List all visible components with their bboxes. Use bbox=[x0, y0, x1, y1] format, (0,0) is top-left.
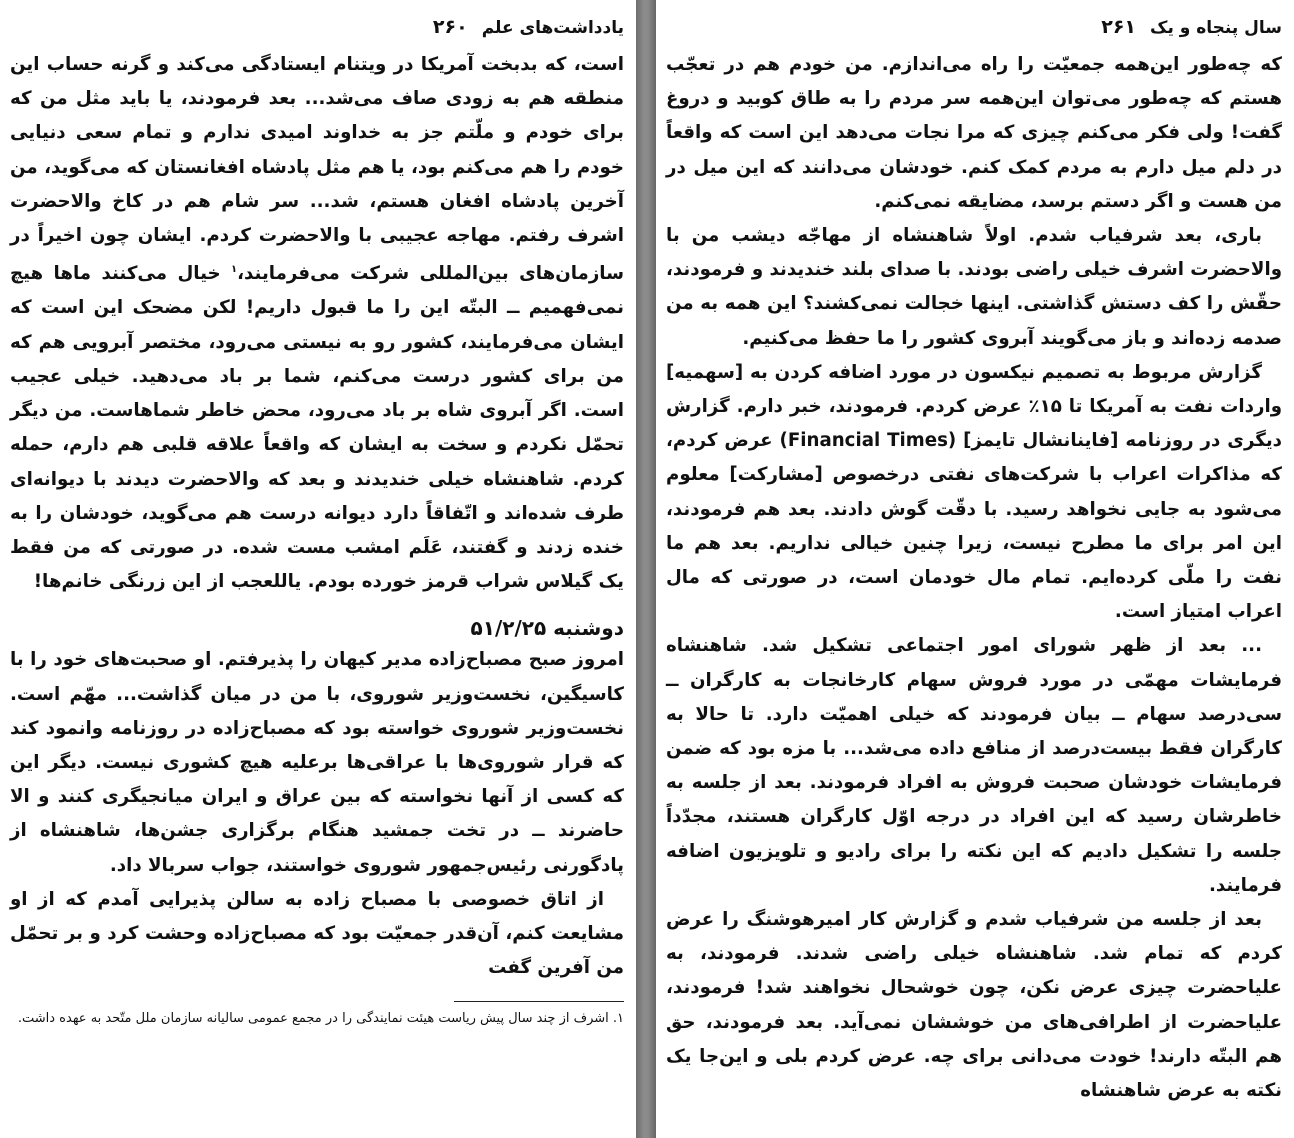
right-paragraph-4: ... بعد از ظهر شورای امور اجتماعی تشکیل شد. شاهنشاه فرمایشات مهمّی در مورد فروش سهام کارخانجات به کارگران ــ سی‌درصد سهام ــ بیان فرمودند که خیلی اهمیّت دارد. تا حالا به کارگران فقط بیست‌درصد از منافع داده می‌شد... با مزه بود که ضمن فرمایشات خودشان صحبت فروش به افراد فرمودند. بعد از جلسه به خاطرشان رسید که این افراد در درجه اوّل کارگران هستند، مجدّداً جلسه را تشکیل دادیم که این نکته را برای رادیو و تلویزیون اضافه فرمایند. bbox=[666, 635, 1282, 896]
footnote: ۱. اشرف از چند سال پیش ریاست هیئت نمایندگی را در مجمع عمومی سالیانه سازمان ملل متّحد به عهده داشت. bbox=[17, 1011, 624, 1027]
left-page-number: ۲۶۰ bbox=[432, 16, 468, 38]
right-page-running-title: سال پنجاه و یک bbox=[1150, 18, 1282, 38]
left-page-running-title: یادداشت‌های علم bbox=[481, 18, 624, 38]
right-paragraph-2: باری، بعد شرفیاب شدم. اولاً شاهنشاه از مهاجّه دیشب من با والاحضرت اشرف خیلی راضی بودند. با صدای بلند خندیدند و فرمودند، حقّش را کف دستش گذاشتی. اینها خجالت نمی‌کشند؟ این همه به من صدمه زده‌اند و باز می‌گویند آبروی کشور را ما حفظ می‌کنیم. bbox=[666, 225, 1282, 349]
right-paragraph-3: گزارش مربوط به تصمیم نیکسون در مورد اضافه کردن به [سهمیه] واردات نفت به آمریکا تا ۱۵٪ عرض کردم. فرمودند، خبر دارم. گزارش دیگری در روزنامه [فاینانشال تایمز] (Financial Times) عرض کردم، که مذاکرات اعراب با شرکت‌های نفتی درخصوص [مشارکت] معلوم می‌شود به جایی نخواهد رسید. با دقّت گوش دادند. بعد هم فرمودند، این امر برای ما مطرح نیست، زیرا چنین خیالی نداریم. بعد هم ما نفت را ملّی کرده‌ایم. تمام مال خودمان است، در صورتی که مال اعراب امتیاز است. bbox=[666, 361, 1282, 623]
left-page bbox=[0, 0, 636, 1138]
right-paragraph-5: بعد از جلسه من شرفیاب شدم و گزارش کار امیرهوشنگ را عرض کردم که تمام شد. شاهنشاه خیلی راضی شدند. فرمودند، به علیاحضرت چیزی عرض نکن، چون خوشحال نخواهند شد! فرمودند، علیاحضرت از اطرافی‌های من خوششان نمی‌آید. بعد فرمودند، حق هم البتّه دارند! خودت می‌دانی برای چه. عرض کردم بلی و این‌جا یک نکته به عرض شاهنشاه bbox=[666, 909, 1282, 1102]
right-page bbox=[656, 0, 1294, 1138]
book-gutter bbox=[636, 0, 656, 1138]
right-page-header bbox=[666, 16, 1282, 40]
right-paragraph-1: که چه‌طور این‌همه جمعیّت را راه می‌اندازم. من خودم هم در تعجّب هستم که چه‌طور می‌توان این‌همه سر مردم را به طاق کوبید و دروغ گفت! ولی فکر می‌کنم چیزی که مرا نجات می‌دهد این است که واقعاً در دلم میل دارم به مردم کمک کنم. خودشان می‌دانند که این میل در من هست و اگر دستم برسد، مضایقه نمی‌کنم. bbox=[666, 54, 1282, 212]
left-paragraph-2: امروز صبح مصباح‌زاده مدیر کیهان را پذیرفتم. او صحبت‌های خود را با کاسیگین، نخست‌وزیر شوروی، با من در میان گذاشت... مهّم است. نخست‌وزیر شوروی خواسته بود که مصباح‌زاده در روزنامه وانمود کند که قرار شوروی‌ها با عراقی‌ها برعلیه هیچ کشوری نیست. دیگر این که کسی از آنها نخواسته که بین عراق و ایران میانجیگری کنند و الا حاضرند ــ در تخت جمشید هنگام برگزاری جشن‌ها، شاهنشاه از پادگورنی رئیس‌جمهور شوروی خواستند، جواب سربالا داد. bbox=[10, 649, 624, 876]
left-paragraph-1: است، که بدبخت آمریکا در ویتنام ایستادگی می‌کند و گرنه حساب این منطقه هم به زودی صاف می‌شد... بعد فرمودند، یا باید مثل من که برای خودم و ملّتم جز به خداوند امیدی ندارم و تمام سعی دنیایی خودم را هم می‌کنم بود، یا هم مثل پادشاه افغانستان که می‌گوید، من آخرین پادشاه افغان هستم، شد... سر شام هم در کاخ والاحضرت اشرف رفتم. مهاجه عجیبی با والاحضرت کردم. ایشان چون اخیراً در سازمان‌های بین‌المللی شرکت می‌فرمایند،$^۱$ خیال می‌کنند ماها هیچ نمی‌فهمیم ــ البتّه این را ما قبول داریم! لکن مضحک این است که ایشان می‌فرمایند، کشور رو به نیستی می‌رود، مختصر آبرویی هم که من برای کشور درست می‌کنم، شما بر باد می‌دهید. خیلی عجیب است. اگر آبروی شاه بر باد می‌رود، محض خاطر شماهاست. من دیگر تحمّل نکردم و سخت به ایشان که واقعاً علاقه قلبی هم دارم، حمله کردم. شاهنشاه خیلی خندیدند و بعد که والاحضرت دیدند با دیوانه‌ای طرف شده‌اند و اتّفاقاً دارد دیوانه درست هم می‌گوید، خودشان را به خنده زدند و گفتند، عَلَم امشب مست شده. در صورتی که من فقط یک گیلاس شراب قرمز خورده بودم. یاللعجب از این زرنگی خانم‌ها! bbox=[10, 54, 625, 593]
left-paragraph-3: از اتاق خصوصی با مصباح زاده به سالن پذیرایی آمدم که از او مشایعت کنم، آن‌قدر جمعیّت بود که مصباح‌زاده وحشت کرد و بر تحمّل من آفرین گفت bbox=[10, 888, 624, 979]
left-page-header bbox=[10, 16, 624, 40]
diary-date-heading: دوشنبه ۵۱/۲/۲۵ bbox=[470, 616, 624, 641]
footnote-rule bbox=[454, 1001, 624, 1002]
right-page-number: ۲۶۱ bbox=[1101, 16, 1137, 38]
footnote-marker: ۱ bbox=[231, 264, 238, 276]
